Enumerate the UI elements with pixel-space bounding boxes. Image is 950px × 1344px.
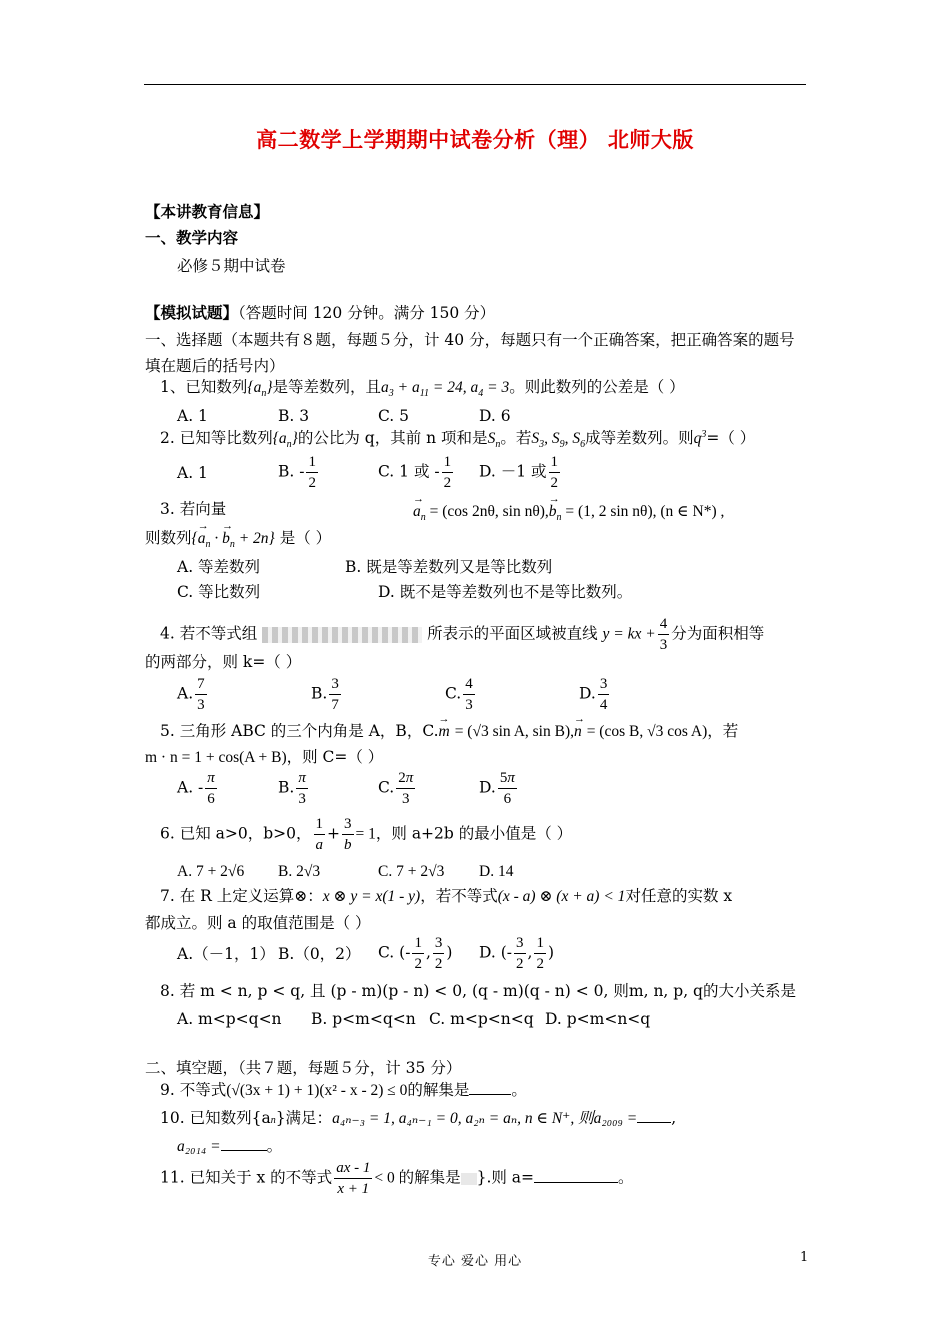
q7-option-d-label: D. (- <box>479 943 513 962</box>
q1-cond: $a_3 + a_{11} = 24$, $a_4 = 3$ <box>381 379 510 400</box>
section1-line2: 填在题后的括号内） <box>145 357 285 375</box>
q4-option-c: C. $\frac{4}{3}$ <box>445 676 473 713</box>
teaching-content: 必修５期中试卷 <box>177 257 286 275</box>
q9-end: 。 <box>511 1081 527 1099</box>
q5-tail: ，若 <box>707 722 739 740</box>
q7-option-b: B.（0，2） <box>278 945 361 963</box>
section2-header: 二、填空题，（共７题，每题５分，计 35 分） <box>145 1059 462 1077</box>
q4-line-eq: y = kx + <box>602 625 656 643</box>
q2-option-b-label: B. - <box>278 462 305 481</box>
q5-option-c: C. $\frac{2\pi}{3}$ <box>378 770 414 807</box>
q1-option-d: D. 6 <box>479 407 511 425</box>
q2-option-d <box>479 452 562 493</box>
q10-mid: }满足： <box>275 1109 333 1127</box>
q1-mid: 是等差数列，且 <box>272 378 382 396</box>
q1-tail: 。则此数列的公差是（ ） <box>509 378 685 396</box>
page-footer: 专心 爱心 用心 <box>427 1254 523 1269</box>
q4-frac: $\frac{4}{3}$ <box>659 616 668 653</box>
vector-n: → n <box>574 722 582 742</box>
q11-mid: < 0 的解集是 <box>374 1169 461 1187</box>
vector-m: → m <box>439 722 450 742</box>
q6-option-b: B. 2√3 <box>278 863 321 880</box>
q2-prefix: 2. 已知等比数列 <box>160 429 273 448</box>
q6-option-d: D. 14 <box>479 863 514 880</box>
q1-option-a: A. 1 <box>177 407 208 425</box>
q5-option-b-label: B. <box>278 778 295 797</box>
q2-sums: $S_3$, $S_9$, $S_6$ <box>531 430 586 451</box>
q2-frac-d: $\frac{1}{2}$ <box>550 454 559 491</box>
q5-line1: 5. 三角形 ABC 的三个内角是 A，B，C. <box>160 722 439 740</box>
question-11 <box>160 1158 634 1202</box>
q2-q3: $q^3$ <box>693 429 707 448</box>
q2-mid2: 。若 <box>500 429 532 448</box>
q7-op: x ⊗ y = x(1 - y) <box>322 888 421 905</box>
q5-line2-formula: m · n = 1 + cos(A + B) <box>145 749 287 766</box>
question-9 <box>160 1080 527 1101</box>
q3-seq: {→ $a_n$ · → $b_n + 2n$} <box>192 530 275 547</box>
q10-end: 。 <box>266 1137 283 1155</box>
header-rule <box>144 84 806 85</box>
question-5 <box>160 721 738 742</box>
q10-answer-blank-1[interactable] <box>637 1122 671 1123</box>
q4-tail: 分为面积相等 <box>671 624 765 643</box>
q9-prefix: 9. 不等式 <box>160 1081 227 1099</box>
question-10: 10. 已知数列{an}满足：a₄ₙ₋₃ = 1, a₄ₙ₋₁ = 0, a₂ₙ = aₙ, n ∈ N⁺, 则a₂₀₀₉ = , <box>160 1109 677 1127</box>
vector-a: → $a_n$ <box>413 502 426 528</box>
question-7 <box>160 886 732 907</box>
q2-option-c-label: C. 1 或 - <box>378 462 440 481</box>
q10-formula: a₄ₙ₋₃ = 1, a₄ₙ₋₁ = 0, a₂ₙ = aₙ, n ∈ N⁺ <box>332 1110 571 1127</box>
q3-line2-prefix: 则数列 <box>145 529 192 547</box>
q5-option-a: A. - $\frac{\pi}{6}$ <box>177 770 215 807</box>
q8-option-b: B. p<m<q<n <box>311 1010 416 1028</box>
q2-frac-b: $\frac{1}{2}$ <box>308 454 316 491</box>
q6-option-c: C. 7 + 2√3 <box>378 863 445 880</box>
q10-line2: a₂₀₁₄ = <box>177 1138 221 1155</box>
question-8: 8. 若 m < n, p < q, 且 (p - m)(p - n) < 0, (q - m)(q - n) < 0, 则m, n, p, q的大小关系是 <box>160 982 796 1000</box>
q7-option-d: D. (- $\frac{3}{2}$ , $\frac{1}{2}$ ) <box>479 935 555 972</box>
q7-option-a: A.（－1，1） <box>177 945 275 963</box>
q10-answer-blank-2[interactable] <box>221 1150 267 1151</box>
info-header: 【本讲教育信息】 <box>145 203 270 221</box>
q1-option-b: B. 3 <box>278 407 310 425</box>
q5-option-d: D. $\frac{5\pi}{6}$ <box>479 770 515 807</box>
q2-option-a: A. 1 <box>177 464 208 482</box>
q6-option-a: A. 7 + 2√6 <box>177 863 245 880</box>
question-3-formula <box>413 502 724 528</box>
question-2 <box>160 425 755 455</box>
q7-prefix: 7. 在 R 上定义运算⊗： <box>160 887 323 905</box>
mock-header: 【模拟试题】 <box>145 304 239 322</box>
q7-mid: ，若不等式 <box>420 887 498 905</box>
q2-option-c <box>378 452 455 493</box>
q6-prefix: 6. 已知 a>0，b>0， <box>160 824 312 843</box>
mock-header-line <box>145 303 495 323</box>
q1-seq: $\{a_n\}$ <box>247 379 273 400</box>
q5-line2-tail: ，则 C=（ ） <box>286 748 384 766</box>
q3-line2-tail: 是（ ） <box>279 529 332 547</box>
q8-option-a: A. m<p<q<n <box>177 1010 282 1028</box>
q1-option-c: C. 5 <box>378 407 410 425</box>
q2-mid: 的公比为 q，其前 n 项和是 <box>297 429 488 448</box>
q8-option-d: D. p<m<n<q <box>545 1010 651 1028</box>
question-4 <box>160 614 764 654</box>
q11-num: ax - 1 <box>334 1158 372 1179</box>
question-1 <box>160 377 685 404</box>
question-6: 6. 已知 a>0，b>0， $\frac{1}{a}$ + $\frac{3}{b}$ = 1，则 a+2b 的最小值是（ ） <box>160 816 573 853</box>
q4-prefix: 4. 若不等式组 <box>160 624 258 643</box>
question-10-line2 <box>177 1136 282 1157</box>
q11-tail: }.则 a= <box>476 1168 535 1187</box>
q11-end: 。 <box>618 1168 634 1187</box>
q9-answer-blank[interactable] <box>469 1094 511 1095</box>
q2-frac-c: $\frac{1}{2}$ <box>443 454 452 491</box>
q5-m-vec: = (√3 sin A, sin B), <box>454 723 574 740</box>
vector-b: → $b_n$ <box>549 502 562 528</box>
q3-option-d: D. 既不是等差数列也不是等比数列。 <box>378 583 633 601</box>
q4-line2: 的两部分，则 k=（ ） <box>145 653 302 671</box>
q2-tail: 成等差数列。则 <box>585 429 694 448</box>
document-title: 高二数学上学期期中试卷分析（理） 北师大版 <box>256 128 694 152</box>
q7-ineq: (x - a) ⊗ (x + a) < 1 <box>497 888 626 905</box>
q4-option-b: B. $\frac{3}{7}$ <box>311 676 339 713</box>
q7-option-c-label: C. (- <box>378 943 411 962</box>
q5-n-vec: = (cos B, √3 cos A) <box>586 723 708 740</box>
q2-sn: $S_n$ <box>487 430 501 451</box>
q9-tail: 的解集是 <box>407 1081 470 1099</box>
question-3-prefix: 3. 若向量 <box>160 500 227 518</box>
q4-option-b-label: B. <box>311 684 328 703</box>
q3-formula-b: = (1, 2 sin nθ), (n ∈ N*) , <box>565 503 725 520</box>
q2-tail2: =（ ） <box>706 429 756 448</box>
q4-option-a: A. $\frac{7}{3}$ <box>177 676 205 713</box>
q3-formula-a: = (cos 2nθ, sin nθ), <box>429 503 549 520</box>
q4-option-c-label: C. <box>445 684 462 703</box>
q7-line2: 都成立。则 a 的取值范围是（ ） <box>145 914 371 932</box>
q4-option-d-label: D. <box>579 684 596 703</box>
q1-prefix: 1、已知数列 <box>160 378 248 396</box>
q2-option-b <box>278 452 320 493</box>
q2-option-d-label: D. －1 或 <box>479 462 547 481</box>
q7-tail: 对任意的实数 x <box>625 887 733 905</box>
q11-den: x + 1 <box>337 1181 370 1197</box>
solution-set-image <box>461 1173 477 1185</box>
q2-seq: $\{a_n\}$ <box>272 430 298 451</box>
inequality-system-image <box>262 627 422 643</box>
q10-prefix: 10. 已知数列{a <box>160 1109 271 1127</box>
mock-note: （答题时间 120 分钟。满分 150 分） <box>238 304 496 322</box>
page-number: 1 <box>800 1250 809 1265</box>
question-5-line2 <box>145 747 383 768</box>
teaching-content-label: 一、教学内容 <box>145 229 239 247</box>
q4-mid: 所表示的平面区域被直线 <box>427 624 598 643</box>
q7-option-c: C. (- $\frac{1}{2}$ , $\frac{3}{2}$ ) <box>378 935 453 972</box>
q3-option-c: C. 等比数列 <box>177 583 261 601</box>
q11-answer-blank[interactable] <box>534 1182 618 1183</box>
q4-option-d: D. $\frac{3}{4}$ <box>579 676 608 713</box>
section1-line1: 一、选择题（本题共有８题，每题５分，计 40 分，每题只有一个正确答案，把正确答案的题号 <box>145 331 795 349</box>
q8-option-c: C. m<p<n<q <box>429 1010 534 1028</box>
q5-option-a-label: A. - <box>177 778 204 797</box>
q6-eq: = 1 <box>355 825 376 843</box>
question-3-line2 <box>145 528 331 555</box>
q4-option-a-label: A. <box>177 684 194 703</box>
q10-tail: , 则a₂₀₀₉ = <box>570 1110 638 1127</box>
q3-option-a: A. 等差数列 <box>177 558 261 576</box>
q6-tail: ，则 a+2b 的最小值是（ ） <box>375 824 573 843</box>
q5-option-c-label: C. <box>378 778 395 797</box>
q11-frac <box>334 1158 372 1199</box>
q9-formula: (√(3x + 1) + 1)(x² - x - 2) ≤ 0 <box>226 1082 408 1099</box>
q5-option-b: B. $\frac{\pi}{3}$ <box>278 770 306 807</box>
q11-prefix: 11. 已知关于 x 的不等式 <box>160 1168 333 1187</box>
q5-option-d-label: D. <box>479 778 496 797</box>
q3-option-b: B. 既是等差数列又是等比数列 <box>345 558 553 576</box>
